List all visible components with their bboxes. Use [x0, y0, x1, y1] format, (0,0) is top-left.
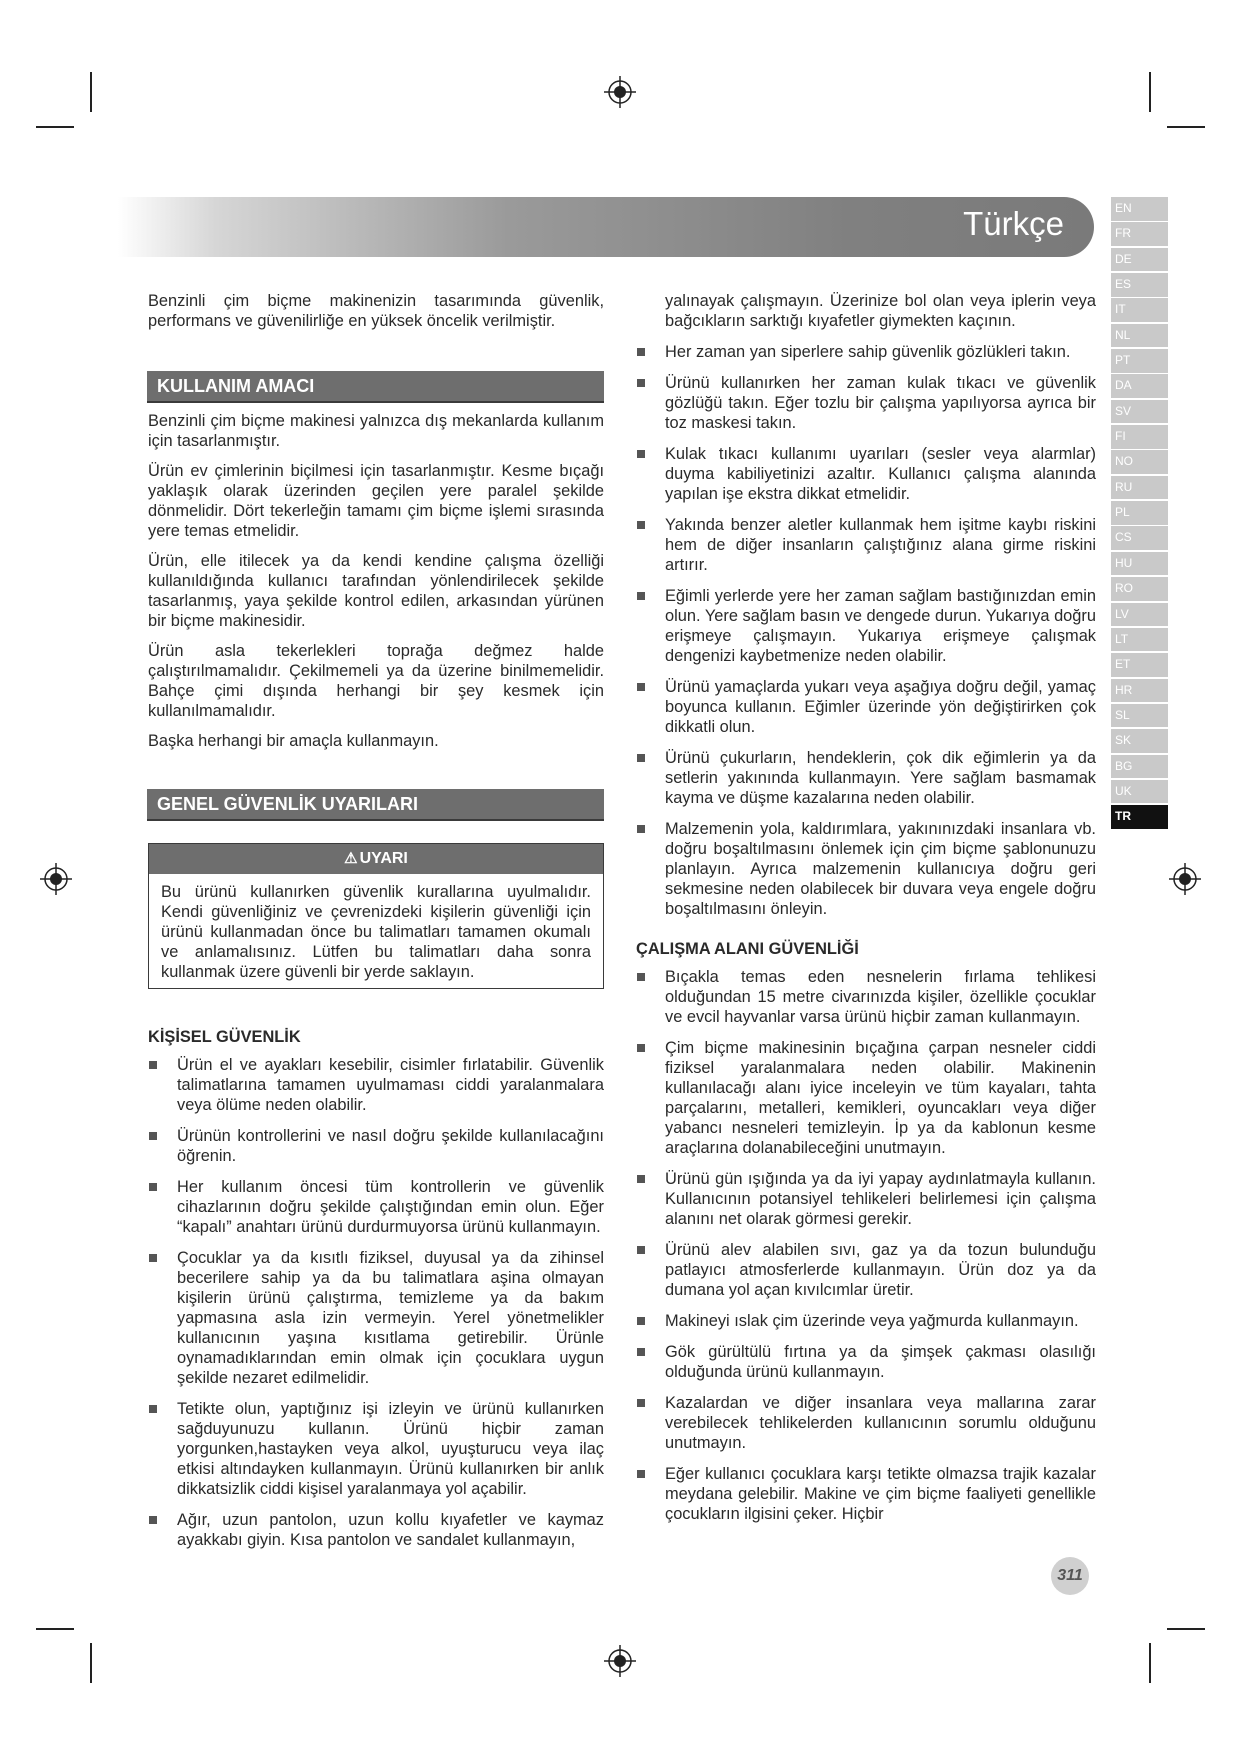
left-column [148, 291, 604, 1561]
crop-mark [1149, 72, 1151, 112]
list-item: Gök gürültülü fırtına ya da şimşek çakması olasılığı olduğunda ürünü kullanmayın. [636, 1342, 1096, 1382]
bullet-square-icon [149, 1254, 157, 1262]
bullet-square-icon [637, 521, 645, 529]
language-tab-ru[interactable]: RU [1111, 476, 1168, 500]
personal-safety-list-continued [636, 342, 1096, 919]
right-column [636, 291, 1096, 1535]
list-item: Malzemenin yola, kaldırımlara, yakınınızdaki insanlara vb. doğru boşaltılmasını önlemek için çim biçme şablonunuzu planlayın. Ayrıca malzemenin kullanıcıya doğru geri sekmesine neden olabilecek bir duvara veya engele doğru boşaltılmasını önleyin. [636, 819, 1096, 919]
language-tab-uk[interactable]: UK [1111, 780, 1168, 804]
section-heading-intended-use: KULLANIM AMACI [147, 371, 604, 403]
language-tab-nl[interactable]: NL [1111, 324, 1168, 348]
intended-use-paragraph: Ürün ev çimlerinin biçilmesi için tasarlanmıştır. Kesme bıçağı yaklaşık olarak üzerinden geçilen yere paralel şekilde dönmelidir. Dört tekerleğin tamamı çim biçme işlemi sırasında yere temas etmelidir. [148, 462, 604, 540]
bullet-square-icon [637, 379, 645, 387]
language-tab-ro[interactable]: RO [1111, 577, 1168, 601]
list-item: Ürün el ve ayakları kesebilir, cisimler fırlatabilir. Güvenlik talimatlarına tamamen uyulmaması ciddi yaralanmalara veya ölüme neden olabilir. [148, 1055, 604, 1115]
list-item: Her kullanım öncesi tüm kontrollerin ve güvenlik cihazlarının doğru şekilde çalıştığından emin olun. Eğer “kapalı” anahtarı ürünü durdurmuyorsa ürünü kullanmayın. [148, 1177, 604, 1237]
language-tab-lt[interactable]: LT [1111, 628, 1168, 652]
list-item: Bıçakla temas eden nesnelerin fırlama tehlikesi olduğundan 15 metre civarınızda kişiler, özellikle çocuklar ve evcil hayvanlar varsa ürünü hiçbir zaman kullanmayın. [636, 967, 1096, 1027]
bullet-square-icon [637, 1175, 645, 1183]
continued-text: yalınayak çalışmayın. Üzerinize bol olan veya iplerin veya bağcıkların sarktığı kıyafetler giymekten kaçının. [665, 292, 1096, 330]
language-tab-sv[interactable]: SV [1111, 400, 1168, 424]
language-tab-en[interactable]: EN [1111, 197, 1168, 221]
language-tab-sl[interactable]: SL [1111, 704, 1168, 728]
list-item: Ürünü kullanırken her zaman kulak tıkacı ve güvenlik gözlüğü takın. Eğer tozlu bir çalışma yapılıyorsa ayrıca bir toz maskesi takın. [636, 373, 1096, 433]
language-tab-pl[interactable]: PL [1111, 501, 1168, 525]
page-title: Türkçe [963, 205, 1064, 242]
list-item: Eğer kullanıcı çocuklara karşı tetikte olmazsa trajik kazalar meydana gelebilir. Makine ve çim biçme faaliyeti genellikle çocukların ilgisini çeker. Hiçbir [636, 1464, 1096, 1524]
bullet-square-icon [637, 683, 645, 691]
language-tab-it[interactable]: IT [1111, 298, 1168, 322]
intended-use-paragraph: Ürün, elle itilecek ya da kendi kendine çalışma özelliği kullanıldığında kullanıcı tarafından yönlendirilecek şekilde tasarlanmış, yaya şekilde kontrol edilen, arkasından yürünen bir biçme makinesidir. [148, 552, 604, 630]
language-tab-pt[interactable]: PT [1111, 349, 1168, 373]
list-item: Eğimli yerlerde yere her zaman sağlam bastığınızdan emin olun. Yere sağlam basın ve dengede durun. Yukarıya doğru erişmeye çalışmayın. Yukarıya erişmeye çalışmak dengenizi kaybetmenize neden olabilir. [636, 586, 1096, 666]
language-tab-et[interactable]: ET [1111, 653, 1168, 677]
language-tab-sk[interactable]: SK [1111, 729, 1168, 753]
list-item: Her zaman yan siperlere sahip güvenlik gözlükleri takın. [636, 342, 1096, 362]
list-item: Çim biçme makinesinin bıçağına çarpan nesneler ciddi fiziksel yaralanmalara neden olabilir. Makinenin kullanılacağı alanı iyice inceleyin ve tüm kayaları, tahta parçalarını, metalleri, kemikleri, oyuncakları veya diğer yabancı nesneleri temizleyin. İp ya da kablonun kesme araçlarına dolanabileceğini unutmayın. [636, 1038, 1096, 1158]
registration-mark-icon [603, 75, 637, 109]
list-item: Ürünü çukurların, hendeklerin, çok dik eğimlerin ya da setlerin yakınında kullanmayın. Yere sağlam basmamak kayma ve düşme kazalarına neden olabilir. [636, 748, 1096, 808]
list-item: Ürünü yamaçlarda yukarı veya aşağıya doğru değil, yamaç boyunca kullanın. Eğimler üzerinde yön değiştirirken çok dikkatli olun. [636, 677, 1096, 737]
section-heading-general-safety: GENEL GÜVENLİK UYARILARI [147, 789, 604, 821]
header-band [118, 197, 1094, 257]
warning-box [148, 843, 604, 989]
intro-paragraph: Benzinli çim biçme makinenizin tasarımında güvenlik, performans ve güvenilirliğe en yüksek öncelik verilmiştir. [148, 292, 604, 330]
list-item: Çocuklar ya da kısıtlı fiziksel, duyusal ya da zihinsel becerilere sahip ya da bu talimatlara aşina olmayan kişilerin ürünü çalıştırma, temizleme ya da bakım yapmasına asla izin vermeyin. Yerel yönetmelikler kullanıcının yaşına kısıtlama getirebilir. Ürünle oynamadıklarından emin olmak için çocuklara uygun şekilde nezaret edilmelidir. [148, 1248, 604, 1388]
language-tab-tr[interactable]: TR [1111, 805, 1168, 829]
subheading-personal-safety: KİŞİSEL GÜVENLİK [148, 1028, 301, 1046]
bullet-square-icon [637, 1044, 645, 1052]
bullet-square-icon [637, 825, 645, 833]
bullet-square-icon [149, 1183, 157, 1191]
language-tab-bg[interactable]: BG [1111, 755, 1168, 779]
warning-text: Bu ürünü kullanırken güvenlik kurallarına uyulmalıdır. Kendi güvenliğiniz ve çevrenizdeki kişilerin güvenliği için ürünü kullanmadan önce bu talimatları tamamen okumalı ve anlamalısınız. Lütfen bu talimatları daha sonra kullanmak üzere güvenli bir yerde saklayın. [161, 883, 591, 981]
crop-mark [90, 72, 92, 112]
list-item: Ürünü alev alabilen sıvı, gaz ya da tozun bulunduğu patlayıcı atmosferlerde kullanmayın. Ürün doz ya da dumana yol açan kıvılcımlar üretir. [636, 1240, 1096, 1300]
bullet-square-icon [637, 1348, 645, 1356]
intended-use-paragraph: Benzinli çim biçme makinesi yalnızca dış mekanlarda kullanım için tasarlanmıştır. [148, 412, 604, 450]
bullet-square-icon [637, 1470, 645, 1478]
language-tab-hr[interactable]: HR [1111, 679, 1168, 703]
language-tab-lv[interactable]: LV [1111, 603, 1168, 627]
language-tab-fr[interactable]: FR [1111, 222, 1168, 246]
list-item: Makineyi ıslak çim üzerinde veya yağmurda kullanmayın. [636, 1311, 1096, 1331]
bullet-square-icon [149, 1061, 157, 1069]
list-item: Ağır, uzun pantolon, uzun kollu kıyafetler ve kaymaz ayakkabı giyin. Kısa pantolon ve sandalet kullanmayın, [148, 1510, 604, 1550]
crop-mark [1149, 1643, 1151, 1683]
registration-mark-icon [1168, 862, 1202, 896]
subheading-work-area-safety: ÇALIŞMA ALANI GÜVENLİĞİ [636, 940, 859, 958]
list-item: Tetikte olun, yaptığınız işi izleyin ve ürünü kullanırken sağduyunuzu kullanın. Ürünü hiçbir zaman yorgunken,hastayken veya alkol, uyuşturucu veya ilaç etkisi altındayken kullanmayın. Ürünü kullanırken bir anlık dikkatsizlik ciddi kişisel yaralanmaya yol açabilir. [148, 1399, 604, 1499]
language-tab-hu[interactable]: HU [1111, 552, 1168, 576]
warning-title [149, 844, 603, 874]
crop-mark [36, 1628, 74, 1630]
bullet-square-icon [637, 754, 645, 762]
list-item: Kazalardan ve diğer insanlara veya mallarına zarar verebilecek tehlikelerden kullanıcının sorumlu olduğunu unutmayın. [636, 1393, 1096, 1453]
intended-use-paragraph: Ürün asla tekerlekleri toprağa değmez halde çalıştırılmamalıdır. Çekilmemeli ya da üzerine binilmemelidir. Bahçe çimi dışında herhangi bir şey kesmek için kullanılmamalıdır. [148, 642, 604, 720]
crop-mark [1167, 126, 1205, 128]
bullet-square-icon [637, 1317, 645, 1325]
list-item: Kulak tıkacı kullanımı uyarıları (sesler veya alarmlar) duyma kabiliyetinizi azaltır. Kullanıcı çalışma alanında yapılan işe ekstra dikkat etmelidir. [636, 444, 1096, 504]
language-tab-da[interactable]: DA [1111, 374, 1168, 398]
bullet-square-icon [637, 1399, 645, 1407]
work-area-safety-list [636, 967, 1096, 1524]
bullet-square-icon [149, 1132, 157, 1140]
crop-mark [1167, 1628, 1205, 1630]
crop-mark [36, 126, 74, 128]
list-item: Yakında benzer aletler kullanmak hem işitme kaybı riskini hem de diğer insanların çalıştığınız alana girme riskini artırır. [636, 515, 1096, 575]
language-tab-cs[interactable]: CS [1111, 526, 1168, 550]
bullet-square-icon [637, 348, 645, 356]
bullet-square-icon [637, 592, 645, 600]
bullet-square-icon [637, 450, 645, 458]
language-tab-no[interactable]: NO [1111, 450, 1168, 474]
bullet-square-icon [149, 1405, 157, 1413]
crop-mark [90, 1643, 92, 1683]
list-item: Ürünün kontrollerini ve nasıl doğru şekilde kullanılacağını öğrenin. [148, 1126, 604, 1166]
page-number: 311 [1051, 1557, 1089, 1595]
bullet-square-icon [149, 1516, 157, 1524]
bullet-square-icon [637, 1246, 645, 1254]
registration-mark-icon [39, 862, 73, 896]
language-tabs [1111, 197, 1168, 831]
warning-title-text: UYARI [359, 850, 408, 867]
personal-safety-list [148, 1055, 604, 1550]
language-tab-fi[interactable]: FI [1111, 425, 1168, 449]
list-item: Ürünü gün ışığında ya da iyi yapay aydınlatmayla kullanın. Kullanıcının potansiyel tehlikeleri belirlemesi için çalışma alanını net olarak görmesi gerekir. [636, 1169, 1096, 1229]
warning-triangle-icon: ⚠ [344, 850, 358, 867]
registration-mark-icon [603, 1644, 637, 1678]
intended-use-paragraph: Başka herhangi bir amaçla kullanmayın. [148, 732, 439, 750]
language-tab-de[interactable]: DE [1111, 248, 1168, 272]
language-tab-es[interactable]: ES [1111, 273, 1168, 297]
bullet-square-icon [637, 973, 645, 981]
